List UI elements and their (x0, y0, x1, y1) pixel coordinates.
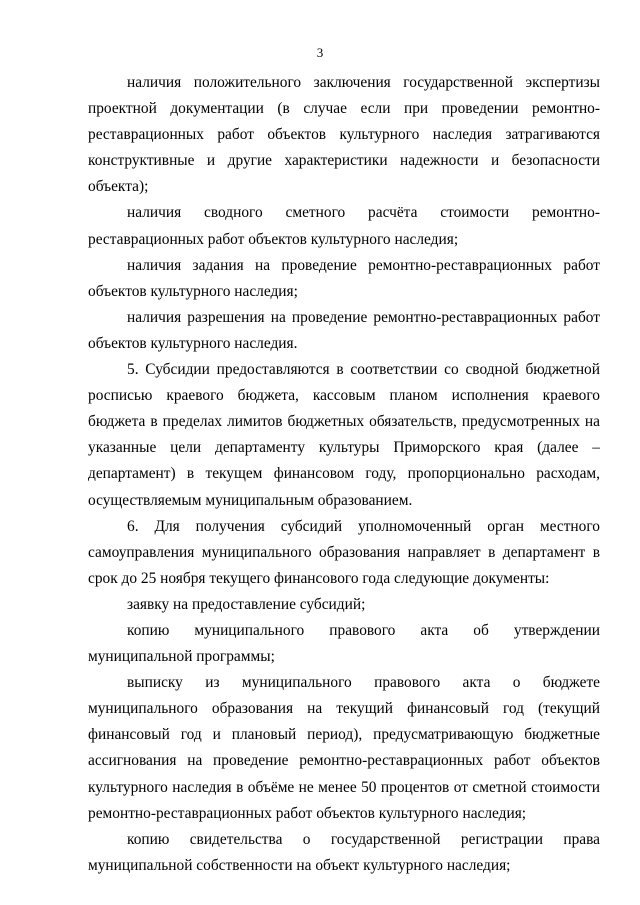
paragraph-item-6: 6. Для получения субсидий уполномоченный орган местного самоуправления муниципального образования направляет в департамент в срок до 25 ноября текущего финансового года следующие документы: (88, 517, 600, 587)
paragraph-application: заявку на предоставление субсидий; (127, 595, 366, 613)
page-number: 3 (316, 45, 324, 60)
paragraph-program-copy: копию муниципального правового акта об утверждении муниципальной программы; (88, 621, 600, 666)
paragraph-conclusion-expertise: наличия положительного заключения государственной экспертизы проектной документации (в случае если при проведении ремонтно-реставрационных работ объектов культурного наследия затрагиваются конструктивные и другие характеристики надежности и безопасности объекта); (88, 74, 600, 196)
paragraph-item-5: 5. Субсидии предоставляются в соответствии со сводной бюджетной росписью краевого бюджета, кассовым планом исполнения краевого бюджета в пределах лимитов бюджетных обязательств, предусмотренных на указанные цели департаменту культуры Приморского края (далее – департамент) в текущем финансовом году, пропорционально расходам, осуществляемым муниципальным образованием. (88, 361, 600, 509)
paragraph-estimate: наличия сводного сметного расчёта стоимости ремонтно-реставрационных работ объектов культурного наследия; (88, 204, 600, 248)
paragraph-certificate-copy: копию свидетельства о государственной регистрации права муниципальной собственности на объект культурного наследия; (88, 830, 600, 874)
paragraph-assignment: наличия задания на проведение ремонтно-реставрационных работ объектов культурного наследия; (88, 256, 600, 300)
paragraph-budget-extract: выписку из муниципального правового акта о бюджете муниципального образования на текущий финансовый год (текущий финансовый год и плановый период), предусматривающую бюджетные ассигнования на проведение ремонтно-реставрационных работ объектов культурного наследия в объёме не менее 50 процентов от сметной стоимости ремонтно-реставрационных работ объектов культурного наследия; (88, 674, 600, 822)
document-body (88, 70, 600, 879)
paragraph-permit: наличия разрешения на проведение ремонтно-реставрационных работ объектов культурного наследия. (88, 308, 600, 352)
